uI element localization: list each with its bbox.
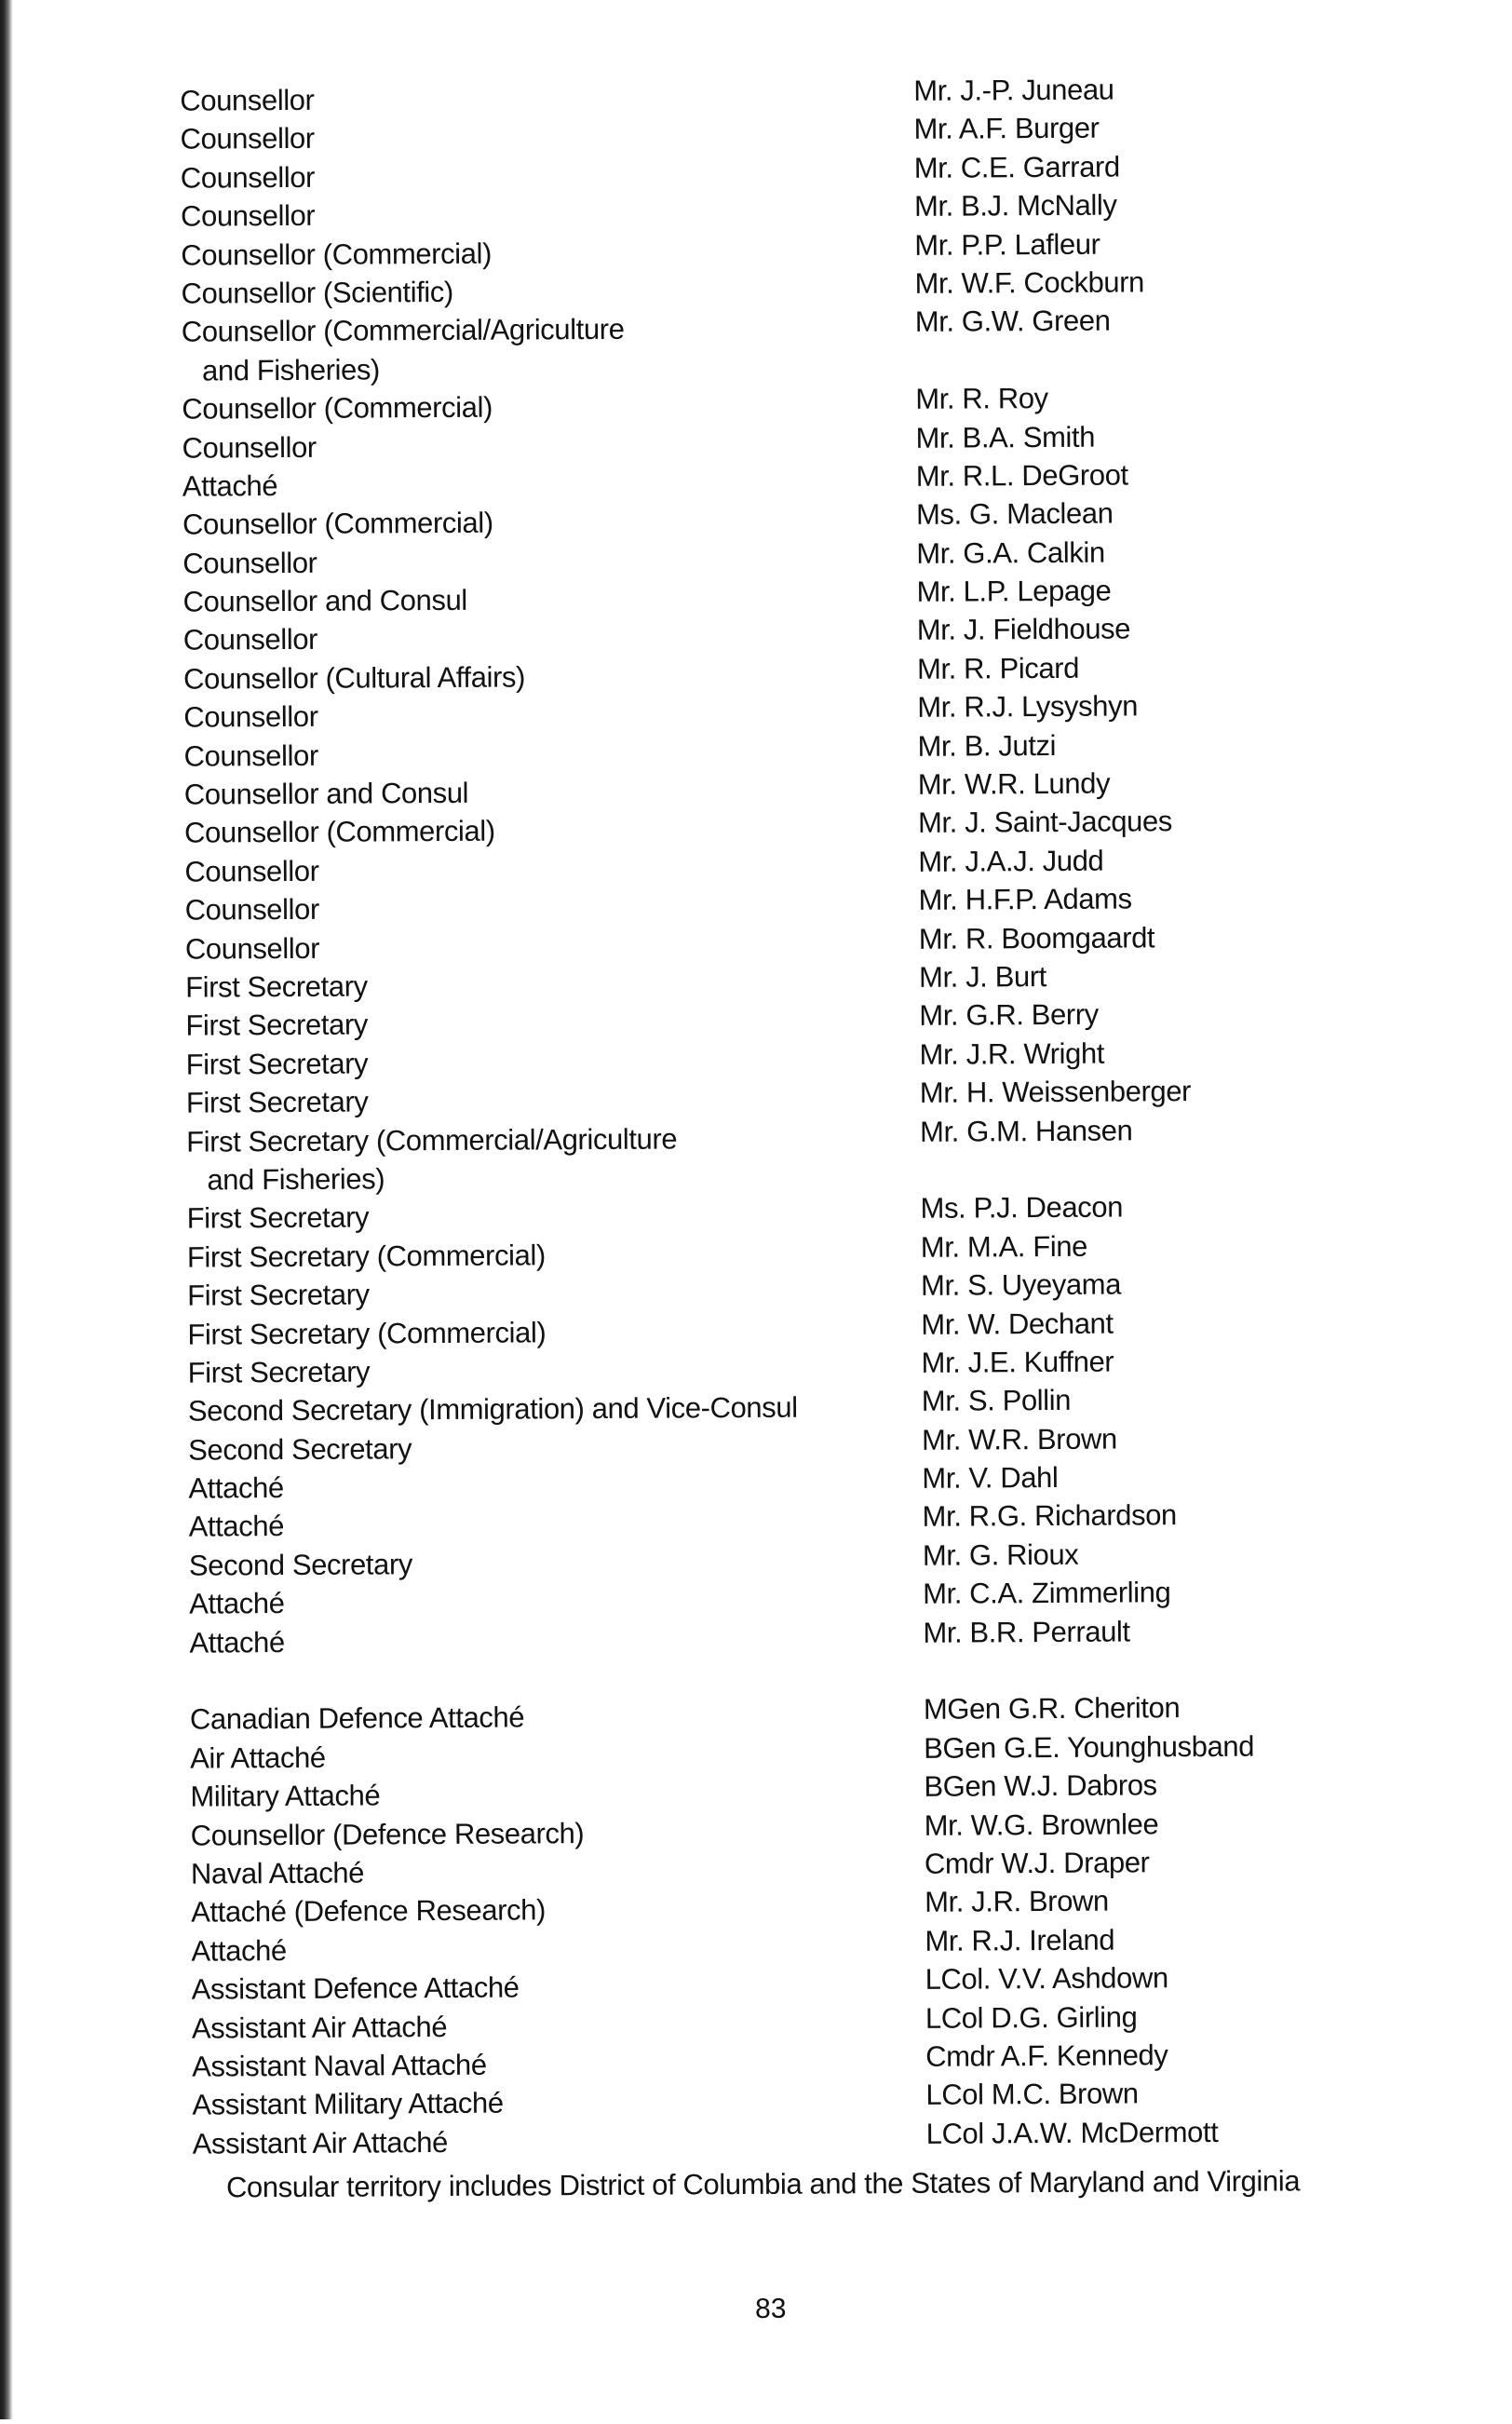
- position-title: Attaché: [189, 1625, 285, 1659]
- position-title: First Secretary: [186, 1200, 370, 1235]
- position-title: and Fisheries): [207, 1162, 385, 1197]
- officer-name-column: [913, 69, 1411, 2153]
- position-title: Counsellor and Consul: [182, 583, 467, 618]
- officer-name: Mr. W.F. Cockburn: [914, 265, 1145, 300]
- position-title: Second Secretary (Immigration) and Vice-Consul: [187, 1390, 798, 1428]
- position-title: Counsellor (Commercial/Agriculture: [181, 313, 625, 349]
- consular-territory-footnote: Consular territory includes District of Columbia and the States of Maryland and Virginia: [225, 2164, 1301, 2204]
- position-title: Counsellor (Scientific): [181, 275, 453, 310]
- officer-name: Mr. J. Burt: [918, 960, 1047, 994]
- officer-name: Ms. P.J. Deacon: [920, 1190, 1124, 1226]
- section-spacer: [190, 1658, 916, 1700]
- officer-name: Mr. J. Fieldhouse: [916, 612, 1131, 647]
- position-title: First Secretary (Commercial/Agriculture: [186, 1121, 678, 1158]
- officer-name: Mr. J. Saint-Jacques: [917, 805, 1173, 840]
- officer-name: Mr. R.J. Lysyshyn: [917, 689, 1139, 724]
- position-title: Assistant Air Attaché: [191, 2010, 448, 2045]
- officer-name: Mr. W.R. Lundy: [917, 766, 1111, 801]
- officer-name: Cmdr W.J. Draper: [924, 1846, 1150, 1880]
- officer-name: Mr. W.G. Brownlee: [924, 1807, 1159, 1842]
- position-title: Attaché: [191, 1933, 287, 1968]
- position-title: Attaché (Defence Research): [191, 1893, 547, 1930]
- officer-name: Mr. M.A. Fine: [920, 1229, 1088, 1264]
- officer-name: Mr. H. Weissenberger: [919, 1075, 1192, 1110]
- officer-name: MGen G.R. Cheriton: [923, 1691, 1181, 1727]
- position-title: Counsellor: [180, 198, 316, 233]
- officer-name: Mr. R.G. Richardson: [922, 1498, 1177, 1534]
- position-title: Counsellor: [182, 623, 318, 657]
- officer-name: Mr. S. Uyeyama: [920, 1267, 1122, 1302]
- officer-name: Ms. G. Maclean: [915, 496, 1114, 532]
- position-title: Attaché: [182, 468, 278, 503]
- officer-name: Mr. G.M. Hansen: [919, 1114, 1133, 1148]
- position-title: Counsellor: [184, 854, 319, 888]
- position-title: Counsellor: [182, 430, 317, 465]
- officer-name: Mr. J.E. Kuffner: [921, 1345, 1114, 1379]
- officer-name: Mr. R.J. Ireland: [925, 1923, 1115, 1957]
- position-title: Counsellor (Defence Research): [190, 1816, 585, 1852]
- position-title: Counsellor: [182, 546, 317, 580]
- position-title: Assistant Military Attaché: [192, 2086, 504, 2121]
- officer-name: Cmdr A.F. Kennedy: [925, 2038, 1168, 2073]
- officer-name: Mr. W. Dechant: [921, 1307, 1114, 1341]
- officer-name: Mr. J.R. Wright: [919, 1036, 1105, 1071]
- officer-name: LCol D.G. Girling: [925, 1999, 1138, 2035]
- position-title: Counsellor (Commercial): [181, 237, 493, 272]
- officer-name: Mr. R.L. DeGroot: [915, 458, 1128, 493]
- position-title: Counsellor (Commercial): [182, 390, 493, 426]
- section-spacer: [924, 1649, 1408, 1691]
- position-title: Air Attaché: [190, 1740, 326, 1775]
- officer-name: LCol M.C. Brown: [925, 2077, 1139, 2112]
- position-title: Attaché: [188, 1471, 284, 1505]
- section-spacer: [915, 338, 1399, 380]
- officer-name: Mr. G.A. Calkin: [916, 535, 1105, 570]
- officer-name: Mr. G.R. Berry: [919, 998, 1099, 1033]
- position-title: Counsellor: [184, 892, 319, 927]
- officer-name: Mr. J.A.J. Judd: [918, 844, 1104, 878]
- page-number: 83: [755, 2293, 787, 2324]
- officer-name: Mr. V. Dahl: [922, 1461, 1059, 1495]
- officer-name: Mr. A.F. Burger: [913, 112, 1100, 146]
- officer-name: Mr. L.P. Lepage: [916, 574, 1112, 608]
- officer-name: Mr. R. Roy: [915, 382, 1048, 415]
- position-title: Counsellor and Consul: [183, 776, 469, 811]
- position-title: Second Secretary: [188, 1548, 413, 1582]
- position-title: and Fisheries): [201, 353, 381, 387]
- position-title: Counsellor: [180, 83, 315, 117]
- officer-name: Mr. J.-P. Juneau: [913, 73, 1114, 107]
- position-title: First Secretary: [185, 969, 368, 1004]
- position-title: Military Attaché: [190, 1779, 381, 1813]
- officer-name: BGen G.E. Younghusband: [924, 1729, 1255, 1765]
- position-title: First Secretary: [185, 1085, 369, 1119]
- officer-name: Mr. W.R. Brown: [922, 1422, 1117, 1456]
- position-title: Counsellor (Commercial): [184, 815, 495, 850]
- position-title: Counsellor: [184, 931, 320, 966]
- officer-name: Mr. J.R. Brown: [925, 1884, 1109, 1919]
- officer-name: LCol. V.V. Ashdown: [925, 1961, 1168, 1996]
- officer-name: Mr. P.P. Lafleur: [914, 227, 1100, 262]
- position-title: Assistant Naval Attaché: [192, 2048, 487, 2083]
- position-title: First Secretary: [185, 1008, 369, 1043]
- officer-name: Mr. C.E. Garrard: [913, 150, 1120, 184]
- position-title: Counsellor: [183, 700, 318, 734]
- position-title: Counsellor: [183, 738, 318, 773]
- officer-name: Mr. B.J. McNally: [913, 188, 1117, 223]
- position-title: Attaché: [188, 1510, 285, 1544]
- position-title: First Secretary (Commercial): [186, 1239, 546, 1274]
- officer-name: Mr. G. Rioux: [922, 1537, 1079, 1572]
- position-title: First Secretary: [185, 1047, 369, 1081]
- position-title: Assistant Defence Attaché: [191, 1970, 520, 2006]
- officer-name: Mr. R. Picard: [916, 651, 1080, 685]
- position-title: Second Secretary: [188, 1431, 412, 1467]
- position-title: Counsellor (Commercial): [182, 506, 493, 541]
- position-title-column: [180, 77, 919, 2163]
- officer-name: Mr. H.F.P. Adams: [918, 882, 1132, 917]
- officer-name: Mr. B.R. Perrault: [923, 1615, 1130, 1649]
- officer-name: Mr. G.W. Green: [914, 304, 1111, 339]
- position-title: Counsellor (Cultural Affairs): [183, 660, 526, 696]
- officer-name: Mr. S. Pollin: [921, 1384, 1072, 1418]
- officer-name: BGen W.J. Dabros: [924, 1768, 1157, 1804]
- section-spacer: [920, 1148, 1404, 1190]
- position-title: Counsellor: [180, 122, 315, 156]
- officer-name: Mr. R. Boomgaardt: [918, 920, 1155, 955]
- position-title: First Secretary: [187, 1278, 370, 1312]
- position-title: Naval Attaché: [190, 1856, 365, 1890]
- position-title: Assistant Air Attaché: [192, 2125, 449, 2160]
- position-title: Counsellor: [180, 160, 316, 195]
- officer-name: Mr. B.A. Smith: [915, 420, 1096, 454]
- position-title: First Secretary (Commercial): [187, 1315, 547, 1351]
- position-title: Attaché: [189, 1587, 285, 1620]
- position-title: Canadian Defence Attaché: [189, 1700, 525, 1737]
- position-title: First Secretary: [187, 1355, 371, 1389]
- officer-name: LCol J.A.W. McDermott: [925, 2115, 1219, 2150]
- officer-name: Mr. B. Jutzi: [917, 728, 1057, 763]
- officer-name: Mr. C.A. Zimmerling: [923, 1576, 1171, 1611]
